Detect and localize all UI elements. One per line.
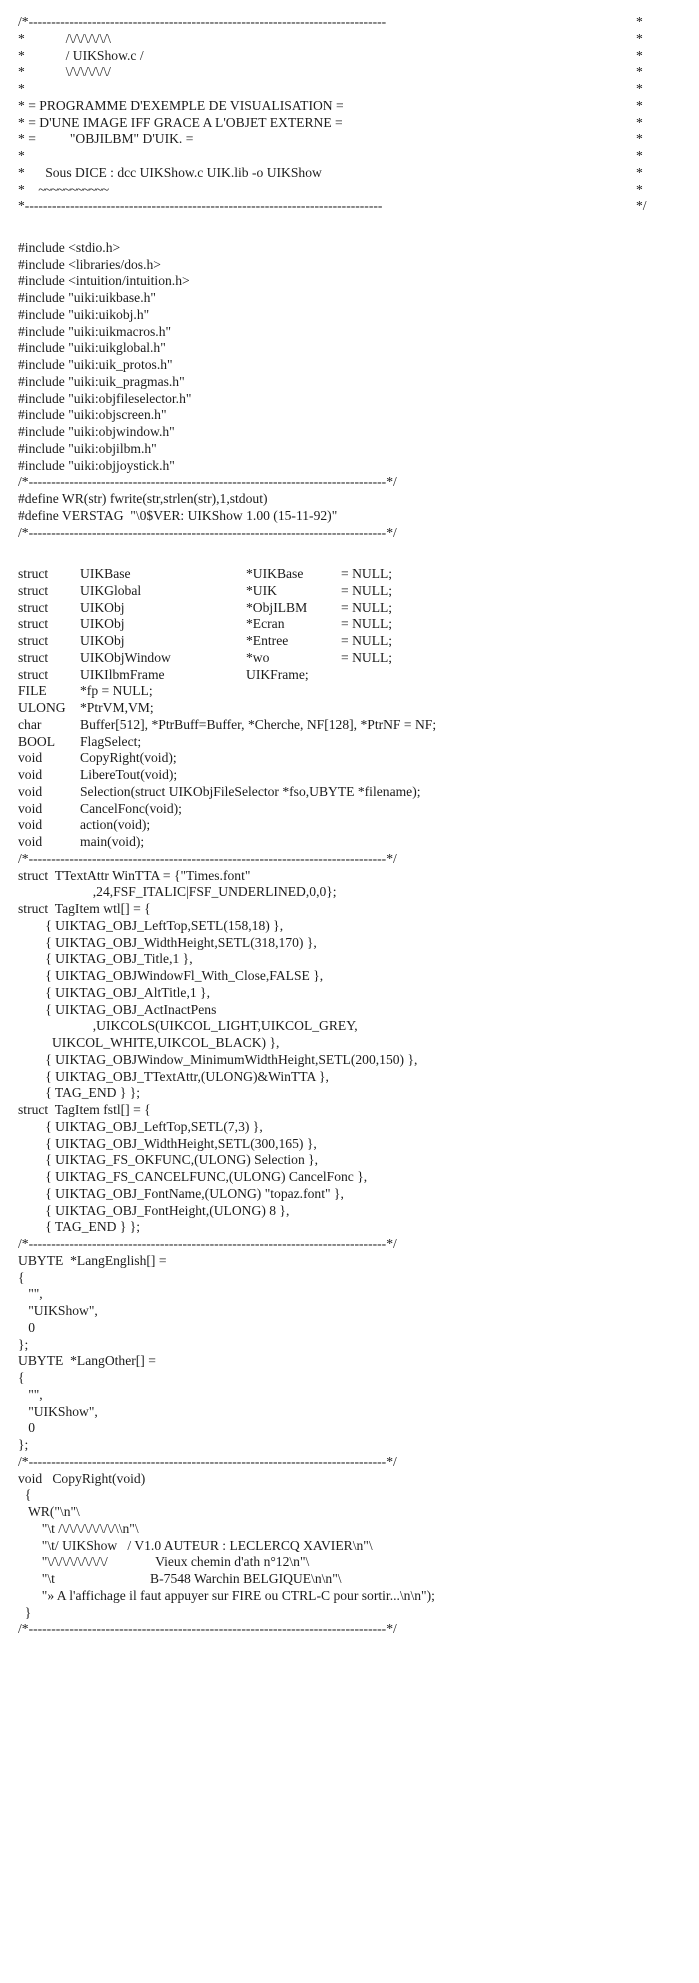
code-line: 0 — [18, 1319, 35, 1335]
code-line — [18, 64, 690, 81]
code-line: "\t /\/\/\/\/\/\/\/\\n"\ — [18, 1520, 139, 1536]
code-line: { UIKTAG_OBJWindow_MinimumWidthHeight,SETL(200,150) }, — [18, 1051, 418, 1067]
code-line — [18, 98, 690, 115]
code-line — [18, 817, 690, 834]
code-text: *------------------------------------------------------------------------------- — [18, 198, 383, 214]
code-line: ,UIKCOLS(UIKCOL_LIGHT,UIKCOL_GREY, — [18, 1018, 358, 1034]
code-keyword: ULONG — [18, 700, 66, 715]
code-line: { — [18, 1269, 25, 1285]
code-line — [18, 182, 690, 199]
code-keyword: struct — [18, 599, 49, 615]
code-text: main(void); — [80, 834, 145, 849]
code-type: UIKObjWindow — [80, 649, 171, 665]
code-line: #include "uiki:objfileselector.h" — [18, 390, 192, 406]
code-line: #include "uiki:uikmacros.h" — [18, 323, 172, 339]
separator-comment: /*-------------------------------------------------------------------------------*/ — [18, 850, 397, 866]
code-text: * = "OBJILBM" D'UIK. = — [18, 131, 194, 147]
code-line — [18, 583, 690, 600]
code-value: = NULL; — [341, 599, 393, 615]
code-line: #include <libraries/dos.h> — [18, 256, 161, 272]
code-text: * — [18, 81, 25, 96]
code-text: * — [636, 64, 643, 80]
code-line — [18, 14, 690, 31]
code-line: 0 — [18, 1420, 35, 1436]
code-line: { UIKTAG_FS_CANCELFUNC,(ULONG) CancelFonc }, — [18, 1169, 368, 1184]
code-text: action(void); — [80, 817, 151, 833]
code-line: { UIKTAG_OBJ_TTextAttr,(ULONG)&WinTTA }, — [18, 1068, 329, 1084]
code-line — [18, 633, 690, 650]
code-line: void CopyRight(void) — [18, 1470, 146, 1486]
code-line: UBYTE *LangEnglish[] = — [18, 1252, 167, 1268]
code-line: #include "uiki:uikbase.h" — [18, 290, 156, 305]
code-line: #include "uiki:uik_protos.h" — [18, 357, 173, 372]
code-text: * — [636, 14, 643, 29]
code-text: FlagSelect; — [80, 733, 142, 749]
code-text: * — [636, 30, 643, 46]
code-keyword: char — [18, 716, 42, 732]
code-line — [18, 801, 690, 818]
code-line: WR("\n"\ — [18, 1504, 80, 1519]
code-text: * — [636, 81, 643, 96]
code-text: * — [636, 181, 643, 197]
code-text: * — [18, 148, 25, 163]
code-line: "\t/ UIKShow / V1.0 AUTEUR : LECLERCQ XAVIER\n"\ — [18, 1537, 373, 1553]
code-line — [18, 650, 690, 667]
code-line — [18, 566, 690, 583]
code-line: UIKCOL_WHITE,UIKCOL_BLACK) }, — [18, 1035, 280, 1050]
code-keyword: BOOL — [18, 733, 56, 749]
code-type: UIKObj — [80, 633, 125, 648]
code-text: * — [636, 148, 643, 163]
code-line: "\/\/\/\/\/\/\/\/ Vieux chemin d'ath n°12\n"\ — [18, 1554, 310, 1570]
code-keyword: void — [18, 800, 43, 816]
code-line: }; — [18, 1437, 29, 1452]
code-line: #define WR(str) fwrite(str,strlen(str),1,stdout) — [18, 491, 268, 506]
code-line — [18, 750, 690, 767]
code-line: { TAG_END } }; — [18, 1219, 141, 1235]
code-line: "UIKShow", — [18, 1403, 98, 1419]
code-line: { UIKTAG_OBJWindowFl_With_Close,FALSE }, — [18, 968, 324, 983]
code-text: *PtrVM,VM; — [80, 700, 154, 715]
code-line: { UIKTAG_OBJ_FontHeight,(ULONG) 8 }, — [18, 1202, 290, 1218]
code-value: = NULL; — [341, 566, 393, 581]
code-line: }; — [18, 1336, 29, 1352]
code-line: UBYTE *LangOther[] = — [18, 1353, 156, 1369]
include-block — [18, 240, 690, 475]
code-body — [18, 868, 690, 1639]
variable-declarations — [18, 683, 690, 851]
code-type: UIKObj — [80, 599, 125, 615]
code-text: * ~~~~~~~~~~~ — [18, 181, 109, 197]
code-keyword: struct — [18, 666, 49, 682]
code-text: * — [636, 47, 643, 63]
code-line: "", — [18, 1386, 43, 1402]
code-line: #include "uiki:uikobj.h" — [18, 306, 150, 322]
code-line — [18, 165, 690, 182]
code-keyword: struct — [18, 649, 49, 665]
code-line: #define VERSTAG "\0$VER: UIKShow 1.00 (15-11-92)" — [18, 507, 338, 523]
code-variable: UIKFrame; — [246, 666, 309, 682]
separator-comment: /*-------------------------------------------------------------------------------*/ — [18, 1236, 397, 1251]
code-line: { TAG_END } }; — [18, 1085, 141, 1101]
code-keyword: void — [18, 767, 43, 782]
code-line: struct TagItem fstl[] = { — [18, 1102, 151, 1117]
code-text: * / UIKShow.c / — [18, 47, 144, 63]
header-comment-box — [18, 14, 690, 215]
code-type: UIKObj — [80, 616, 125, 632]
code-line — [18, 131, 690, 148]
code-line: #include "uiki:uik_pragmas.h" — [18, 373, 185, 389]
code-keyword: struct — [18, 633, 49, 648]
code-variable: *ObjILBM — [246, 599, 308, 615]
code-line: "UIKShow", — [18, 1303, 98, 1318]
code-keyword: struct — [18, 566, 49, 581]
code-line: { UIKTAG_OBJ_Title,1 }, — [18, 951, 193, 967]
code-text: * — [636, 164, 643, 180]
code-keyword: void — [18, 817, 43, 833]
code-text: LibereTout(void); — [80, 767, 178, 782]
separator-comment: /*-------------------------------------------------------------------------------*/ — [18, 1621, 397, 1637]
code-value: = NULL; — [341, 616, 393, 632]
code-type: UIKIlbmFrame — [80, 666, 165, 682]
code-line: #include "uiki:uikglobal.h" — [18, 340, 166, 356]
code-text: * = D'UNE IMAGE IFF GRACE A L'OBJET EXTERNE = — [18, 114, 343, 130]
code-variable: *Ecran — [246, 616, 285, 632]
code-line: { UIKTAG_OBJ_FontName,(ULONG) "topaz.font" }, — [18, 1185, 344, 1201]
code-line: #include <stdio.h> — [18, 239, 121, 255]
code-line: #include "uiki:objilbm.h" — [18, 440, 157, 456]
code-line: "» A l'affichage il faut appuyer sur FIRE ou CTRL-C pour sortir...\n\n"); — [18, 1587, 435, 1603]
code-value: = NULL; — [341, 633, 393, 648]
code-variable: *wo — [246, 649, 270, 665]
code-line — [18, 31, 690, 48]
code-keyword: FILE — [18, 683, 47, 699]
code-text: * /\/\/\/\/\/\ — [18, 30, 111, 46]
code-value: = NULL; — [341, 582, 393, 598]
code-line: { UIKTAG_OBJ_WidthHeight,SETL(318,170) }, — [18, 934, 317, 950]
code-text: *fp = NULL; — [80, 683, 153, 699]
code-text: * — [636, 131, 643, 147]
code-text: Selection(struct UIKObjFileSelector *fso,UBYTE *filename); — [80, 783, 421, 799]
struct-declarations — [18, 566, 690, 683]
code-line — [18, 834, 690, 851]
code-line — [18, 616, 690, 633]
code-type: UIKGlobal — [80, 582, 142, 598]
code-line: { UIKTAG_OBJ_LeftTop,SETL(7,3) }, — [18, 1118, 263, 1134]
code-text: CancelFonc(void); — [80, 800, 182, 816]
code-text: * \/\/\/\/\/\/ — [18, 64, 111, 80]
code-line — [18, 115, 690, 132]
code-text: * — [636, 114, 643, 130]
code-line: } — [18, 1604, 32, 1620]
code-line — [18, 700, 690, 717]
code-line: #include "uiki:objjoystick.h" — [18, 457, 175, 473]
code-type: UIKBase — [80, 566, 131, 581]
code-text: Buffer[512], *PtrBuff=Buffer, *Cherche, NF[128], *PtrNF = NF; — [80, 716, 437, 732]
code-line: #include <intuition/intuition.h> — [18, 273, 190, 289]
code-keyword: void — [18, 783, 43, 799]
code-line: { UIKTAG_OBJ_ActInactPens — [18, 1001, 217, 1017]
code-line — [18, 48, 690, 65]
code-text: /*------------------------------------------------------------------------------- — [18, 14, 387, 29]
code-line: { UIKTAG_FS_OKFUNC,(ULONG) Selection }, — [18, 1152, 319, 1168]
code-line — [18, 767, 690, 784]
code-keyword: void — [18, 750, 43, 766]
separator-comment: /*-------------------------------------------------------------------------------*/ — [18, 524, 397, 540]
code-value: = NULL; — [341, 649, 393, 665]
code-keyword: struct — [18, 616, 49, 632]
source-code-page — [18, 14, 690, 1638]
code-line: { UIKTAG_OBJ_LeftTop,SETL(158,18) }, — [18, 917, 284, 933]
code-text: * Sous DICE : dcc UIKShow.c UIK.lib -o UIKShow — [18, 164, 322, 180]
code-line — [18, 148, 690, 165]
code-text: CopyRight(void); — [80, 750, 177, 766]
code-line — [18, 683, 690, 700]
separator-comment: /*-------------------------------------------------------------------------------*/ — [18, 1453, 397, 1469]
code-variable: *UIKBase — [246, 566, 304, 581]
separator-comment: /*-------------------------------------------------------------------------------*/ — [18, 474, 397, 490]
code-line: ,24,FSF_ITALIC|FSF_UNDERLINED,0,0}; — [18, 884, 337, 900]
code-line: #include "uiki:objscreen.h" — [18, 407, 167, 423]
code-line — [18, 198, 690, 215]
code-line: struct TTextAttr WinTTA = {"Times.font" — [18, 867, 251, 883]
code-text: * = PROGRAMME D'EXEMPLE DE VISUALISATION = — [18, 97, 344, 113]
code-keyword: void — [18, 834, 43, 849]
code-line — [18, 784, 690, 801]
code-line: { — [18, 1487, 32, 1503]
code-line — [18, 734, 690, 751]
code-text: * — [636, 97, 643, 113]
code-variable: *UIK — [246, 582, 277, 598]
code-line: struct TagItem wtl[] = { — [18, 901, 151, 916]
code-line: { UIKTAG_OBJ_AltTitle,1 }, — [18, 984, 210, 1000]
code-line: { — [18, 1370, 25, 1385]
code-variable: *Entree — [246, 633, 289, 648]
code-line — [18, 717, 690, 734]
code-line: { UIKTAG_OBJ_WidthHeight,SETL(300,165) }, — [18, 1135, 317, 1151]
code-line: "", — [18, 1286, 43, 1302]
code-keyword: struct — [18, 582, 49, 598]
code-line — [18, 667, 690, 684]
code-line: #include "uiki:objwindow.h" — [18, 424, 175, 439]
code-line: "\t B-7548 Warchin BELGIQUE\n\n"\ — [18, 1571, 342, 1586]
code-line — [18, 600, 690, 617]
code-line — [18, 81, 690, 98]
code-text: */ — [636, 198, 647, 214]
